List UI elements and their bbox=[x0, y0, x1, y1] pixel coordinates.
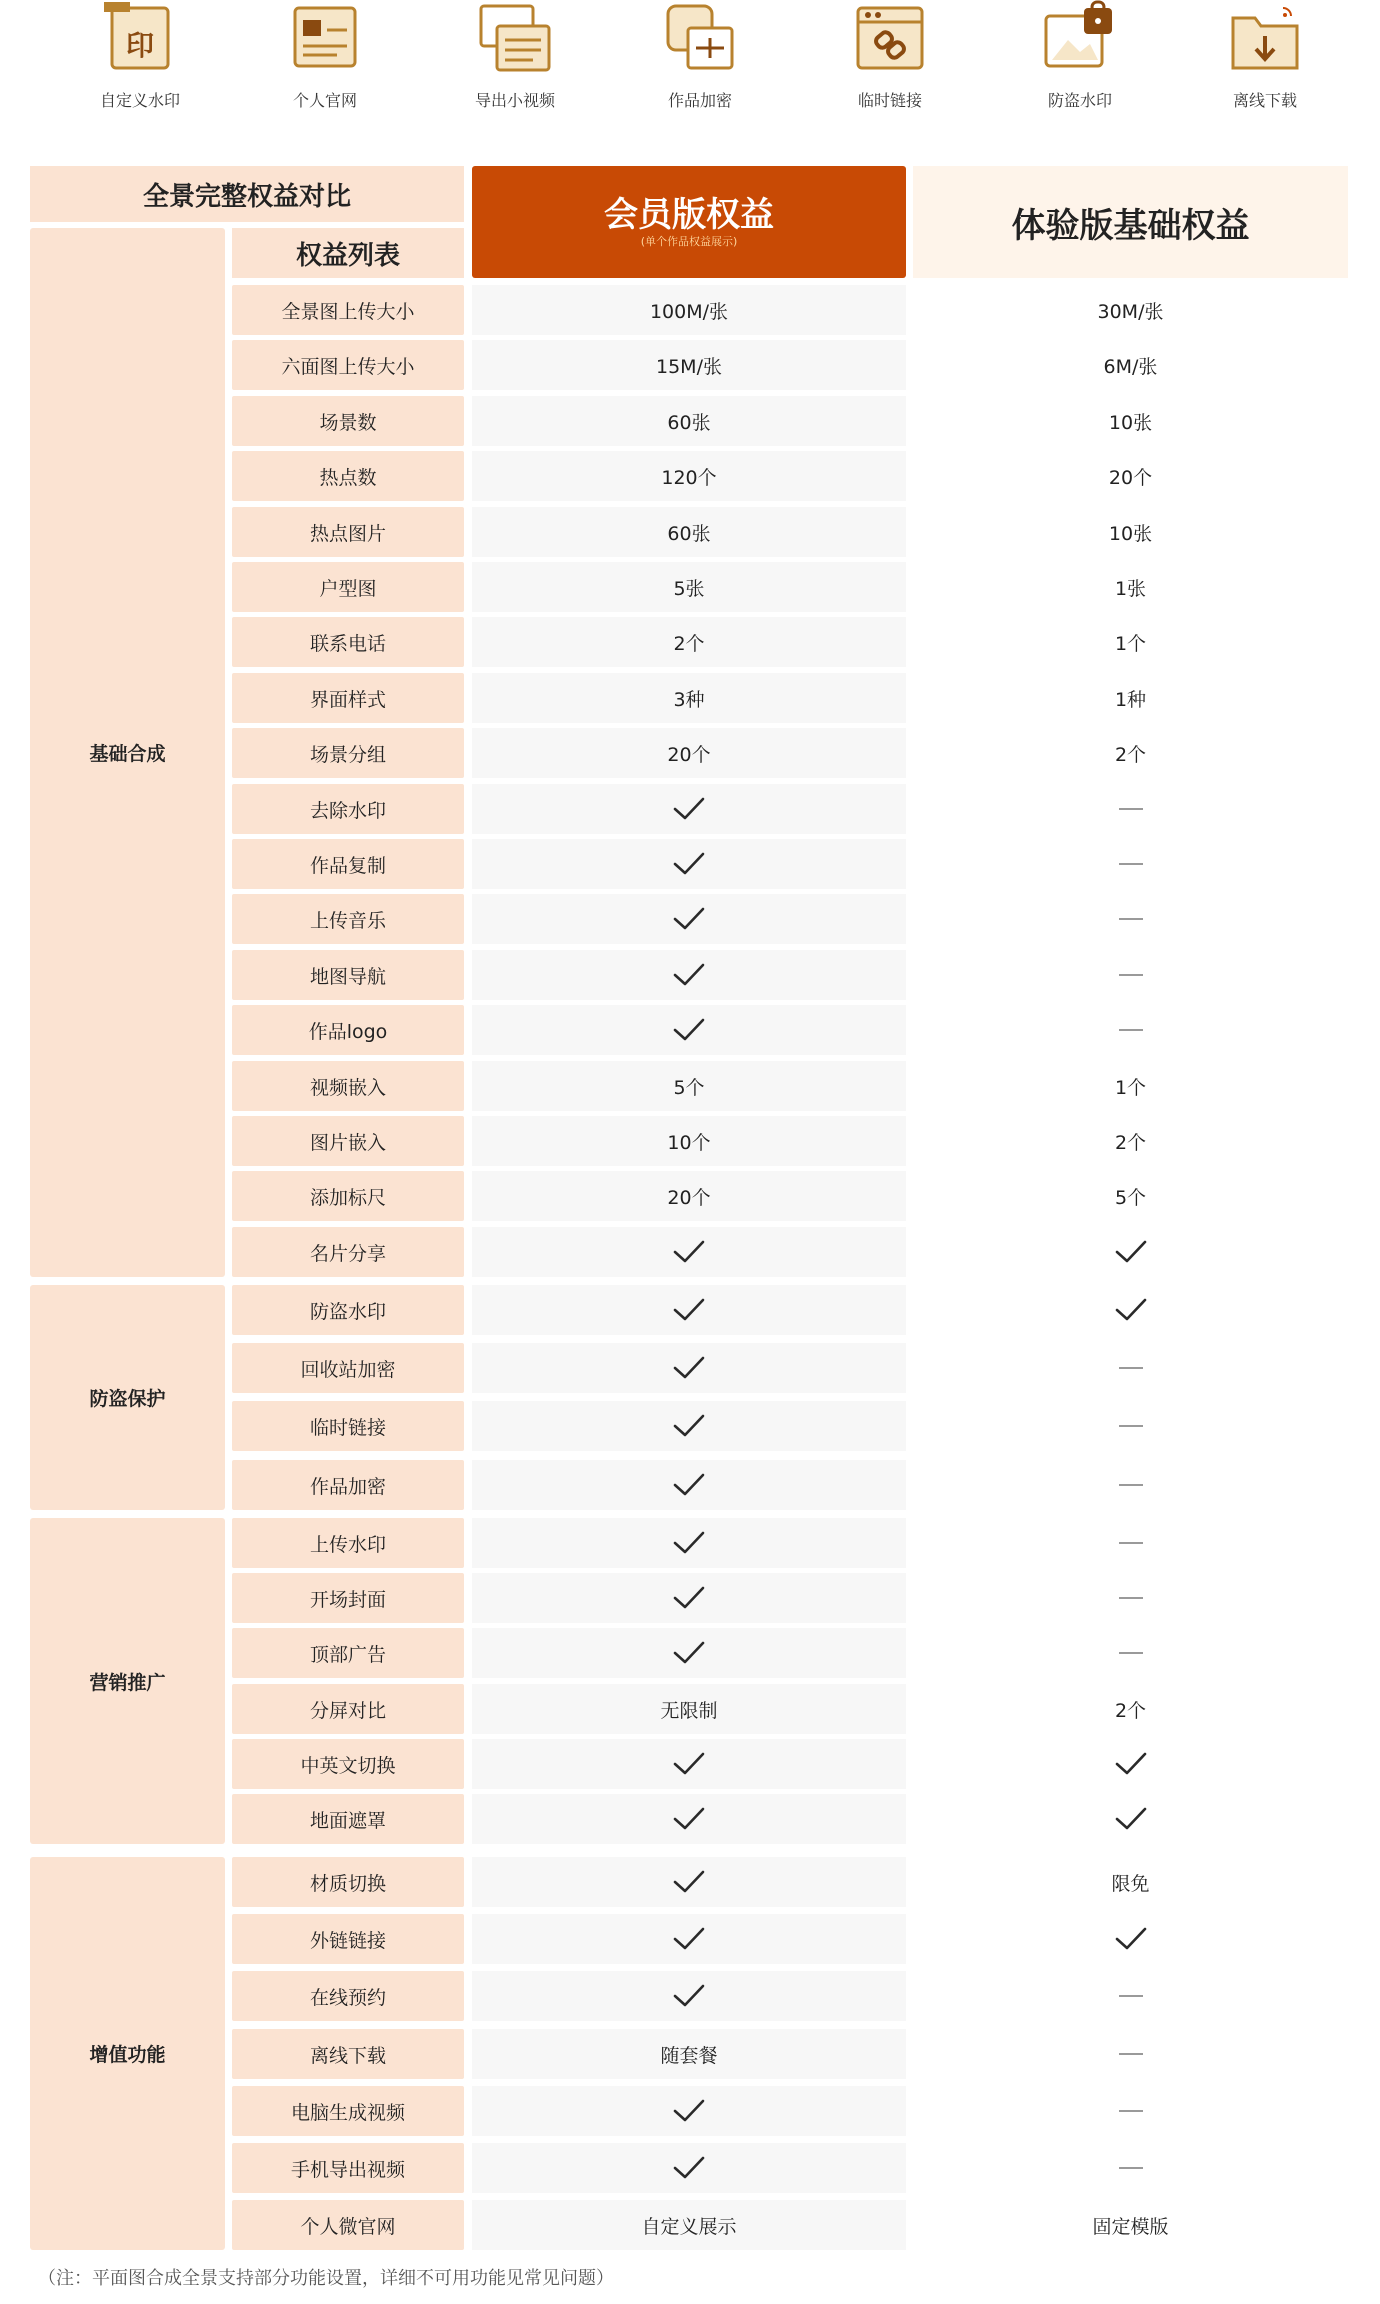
check-icon bbox=[472, 1794, 906, 1844]
check-icon bbox=[913, 1914, 1348, 1964]
personal-site-icon[interactable] bbox=[285, 0, 365, 80]
trial-value bbox=[913, 1794, 1348, 1844]
anti-theft-label: 防盗水印 bbox=[1047, 91, 1112, 110]
trial-value bbox=[913, 839, 1348, 889]
trial-value: 1张 bbox=[913, 562, 1348, 612]
trial-value bbox=[913, 1227, 1348, 1277]
feature-name: 离线下载 bbox=[232, 2029, 464, 2079]
temp-link-icon[interactable] bbox=[850, 0, 930, 80]
member-value bbox=[472, 1794, 906, 1844]
category-0: 基础合成 bbox=[30, 228, 225, 1277]
member-value: 20个 bbox=[472, 728, 906, 778]
member-value bbox=[472, 1518, 906, 1568]
check-icon bbox=[472, 1285, 906, 1335]
export-video-icon[interactable] bbox=[475, 0, 555, 80]
dash-icon bbox=[913, 1628, 1348, 1678]
trial-value: 20个 bbox=[913, 451, 1348, 501]
trial-value: 限免 bbox=[913, 1857, 1348, 1907]
feature-name: 作品logo bbox=[232, 1005, 464, 1055]
check-icon bbox=[472, 1401, 906, 1451]
member-value: 100M/张 bbox=[472, 285, 906, 335]
custom-watermark-icon[interactable] bbox=[100, 0, 180, 80]
table-title: 全景完整权益对比 bbox=[30, 166, 464, 222]
feature-name: 开场封面 bbox=[232, 1573, 464, 1623]
feature-name: 地面遮罩 bbox=[232, 1794, 464, 1844]
member-value bbox=[472, 2143, 906, 2193]
dash-icon bbox=[913, 839, 1348, 889]
feature-name: 场景分组 bbox=[232, 728, 464, 778]
member-value: 60张 bbox=[472, 507, 906, 557]
check-icon bbox=[472, 1857, 906, 1907]
dash-icon bbox=[913, 2029, 1348, 2079]
member-value bbox=[472, 950, 906, 1000]
trial-value: 10张 bbox=[913, 396, 1348, 446]
feature-name: 手机导出视频 bbox=[232, 2143, 464, 2193]
feature-name: 场景数 bbox=[232, 396, 464, 446]
feature-name: 回收站加密 bbox=[232, 1343, 464, 1393]
feature-name: 全景图上传大小 bbox=[232, 285, 464, 335]
dash-icon bbox=[913, 894, 1348, 944]
feature-name: 防盗水印 bbox=[232, 1285, 464, 1335]
feature-name: 中英文切换 bbox=[232, 1739, 464, 1789]
trial-value bbox=[913, 784, 1348, 834]
member-value: 120个 bbox=[472, 451, 906, 501]
check-icon bbox=[472, 839, 906, 889]
check-icon bbox=[472, 1343, 906, 1393]
dash-icon bbox=[913, 1573, 1348, 1623]
trial-value bbox=[913, 1460, 1348, 1510]
trial-value bbox=[913, 2029, 1348, 2079]
trial-value bbox=[913, 1914, 1348, 1964]
feature-name: 作品加密 bbox=[232, 1460, 464, 1510]
dash-icon bbox=[913, 1460, 1348, 1510]
work-encrypt-label: 作品加密 bbox=[667, 91, 732, 110]
trial-value bbox=[913, 950, 1348, 1000]
member-value bbox=[472, 894, 906, 944]
feature-name: 外链链接 bbox=[232, 1914, 464, 1964]
watermark-glyph-text: 印 bbox=[125, 29, 155, 62]
category-2: 营销推广 bbox=[30, 1518, 225, 1844]
offline-download-icon[interactable] bbox=[1225, 0, 1305, 80]
member-value: 3种 bbox=[472, 673, 906, 723]
trial-value bbox=[913, 1628, 1348, 1678]
personal-site-label: 个人官网 bbox=[292, 91, 357, 110]
trial-value bbox=[913, 1401, 1348, 1451]
check-icon bbox=[472, 784, 906, 834]
trial-value: 1种 bbox=[913, 673, 1348, 723]
trial-value bbox=[913, 1343, 1348, 1393]
member-value bbox=[472, 1005, 906, 1055]
dash-icon bbox=[913, 2086, 1348, 2136]
category-1: 防盗保护 bbox=[30, 1285, 225, 1510]
member-subtitle: (单个作品权益展示) bbox=[640, 235, 738, 248]
trial-value bbox=[913, 1285, 1348, 1335]
trial-value: 固定模版 bbox=[913, 2200, 1348, 2250]
check-icon bbox=[472, 1460, 906, 1510]
feature-name: 上传音乐 bbox=[232, 894, 464, 944]
dash-icon bbox=[913, 1518, 1348, 1568]
trial-value: 1个 bbox=[913, 617, 1348, 667]
work-encrypt-icon[interactable] bbox=[660, 0, 740, 80]
trial-value: 5个 bbox=[913, 1171, 1348, 1221]
trial-value bbox=[913, 894, 1348, 944]
member-value: 随套餐 bbox=[472, 2029, 906, 2079]
check-icon bbox=[913, 1285, 1348, 1335]
member-value: 5张 bbox=[472, 562, 906, 612]
trial-value: 10张 bbox=[913, 507, 1348, 557]
member-value bbox=[472, 1573, 906, 1623]
feature-name: 热点图片 bbox=[232, 507, 464, 557]
trial-value: 30M/张 bbox=[913, 285, 1348, 335]
check-icon bbox=[472, 894, 906, 944]
member-value bbox=[472, 1739, 906, 1789]
dash-icon bbox=[913, 950, 1348, 1000]
check-icon bbox=[913, 1794, 1348, 1844]
member-value bbox=[472, 1460, 906, 1510]
feature-name: 在线预约 bbox=[232, 1971, 464, 2021]
member-column-header bbox=[472, 166, 906, 278]
temp-link-label: 临时链接 bbox=[857, 91, 922, 110]
feature-name: 顶部广告 bbox=[232, 1628, 464, 1678]
feature-name: 六面图上传大小 bbox=[232, 340, 464, 390]
member-value: 10个 bbox=[472, 1116, 906, 1166]
dash-icon bbox=[913, 784, 1348, 834]
feature-name: 图片嵌入 bbox=[232, 1116, 464, 1166]
feature-name: 分屏对比 bbox=[232, 1684, 464, 1734]
check-icon bbox=[472, 1573, 906, 1623]
trial-value bbox=[913, 1971, 1348, 2021]
member-value bbox=[472, 1914, 906, 1964]
dash-icon bbox=[913, 1005, 1348, 1055]
trial-value bbox=[913, 2143, 1348, 2193]
check-icon bbox=[472, 1518, 906, 1568]
anti-theft-icon[interactable] bbox=[1040, 0, 1120, 80]
member-value: 20个 bbox=[472, 1171, 906, 1221]
check-icon bbox=[472, 1005, 906, 1055]
member-value: 15M/张 bbox=[472, 340, 906, 390]
custom-watermark-label: 自定义水印 bbox=[99, 91, 180, 110]
offline-download-label: 离线下载 bbox=[1232, 91, 1297, 110]
member-value: 自定义展示 bbox=[472, 2200, 906, 2250]
footnote: （注：平面图合成全景支持部分功能设置，详细不可用功能见常见问题） bbox=[38, 2268, 614, 2289]
member-value bbox=[472, 1971, 906, 2021]
export-video-label: 导出小视频 bbox=[474, 91, 555, 110]
trial-value: 2个 bbox=[913, 728, 1348, 778]
check-icon bbox=[913, 1227, 1348, 1277]
member-value bbox=[472, 1857, 906, 1907]
feature-name: 添加标尺 bbox=[232, 1171, 464, 1221]
check-icon bbox=[472, 950, 906, 1000]
member-value bbox=[472, 839, 906, 889]
member-value bbox=[472, 1628, 906, 1678]
check-icon bbox=[913, 1739, 1348, 1789]
dash-icon bbox=[913, 1971, 1348, 2021]
dash-icon bbox=[913, 1343, 1348, 1393]
feature-name: 联系电话 bbox=[232, 617, 464, 667]
check-icon bbox=[472, 2143, 906, 2193]
dash-icon bbox=[913, 1401, 1348, 1451]
check-icon bbox=[472, 1971, 906, 2021]
trial-value: 2个 bbox=[913, 1116, 1348, 1166]
feature-column-header: 权益列表 bbox=[232, 228, 464, 278]
member-value: 60张 bbox=[472, 396, 906, 446]
feature-name: 名片分享 bbox=[232, 1227, 464, 1277]
trial-value bbox=[913, 1005, 1348, 1055]
feature-name: 热点数 bbox=[232, 451, 464, 501]
feature-name: 临时链接 bbox=[232, 1401, 464, 1451]
category-3: 增值功能 bbox=[30, 1857, 225, 2250]
member-title: 会员版权益 bbox=[604, 195, 774, 235]
feature-name: 电脑生成视频 bbox=[232, 2086, 464, 2136]
member-value: 2个 bbox=[472, 617, 906, 667]
trial-value bbox=[913, 2086, 1348, 2136]
member-value bbox=[472, 1285, 906, 1335]
feature-name: 地图导航 bbox=[232, 950, 464, 1000]
member-value bbox=[472, 1227, 906, 1277]
trial-value: 2个 bbox=[913, 1684, 1348, 1734]
member-value bbox=[472, 2086, 906, 2136]
feature-name: 户型图 bbox=[232, 562, 464, 612]
check-icon bbox=[472, 2086, 906, 2136]
feature-name: 上传水印 bbox=[232, 1518, 464, 1568]
check-icon bbox=[472, 1227, 906, 1277]
feature-name: 个人微官网 bbox=[232, 2200, 464, 2250]
trial-value bbox=[913, 1518, 1348, 1568]
trial-value bbox=[913, 1573, 1348, 1623]
member-value bbox=[472, 1343, 906, 1393]
feature-name: 材质切换 bbox=[232, 1857, 464, 1907]
feature-name: 作品复制 bbox=[232, 839, 464, 889]
feature-name: 视频嵌入 bbox=[232, 1061, 464, 1111]
check-icon bbox=[472, 1739, 906, 1789]
trial-value: 1个 bbox=[913, 1061, 1348, 1111]
member-value: 5个 bbox=[472, 1061, 906, 1111]
member-value bbox=[472, 1401, 906, 1451]
trial-value: 6M/张 bbox=[913, 340, 1348, 390]
member-value: 无限制 bbox=[472, 1684, 906, 1734]
check-icon bbox=[472, 1914, 906, 1964]
check-icon bbox=[472, 1628, 906, 1678]
dash-icon bbox=[913, 2143, 1348, 2193]
feature-name: 界面样式 bbox=[232, 673, 464, 723]
trial-column-header: 体验版基础权益 bbox=[913, 166, 1348, 278]
member-value bbox=[472, 784, 906, 834]
feature-name: 去除水印 bbox=[232, 784, 464, 834]
trial-value bbox=[913, 1739, 1348, 1789]
